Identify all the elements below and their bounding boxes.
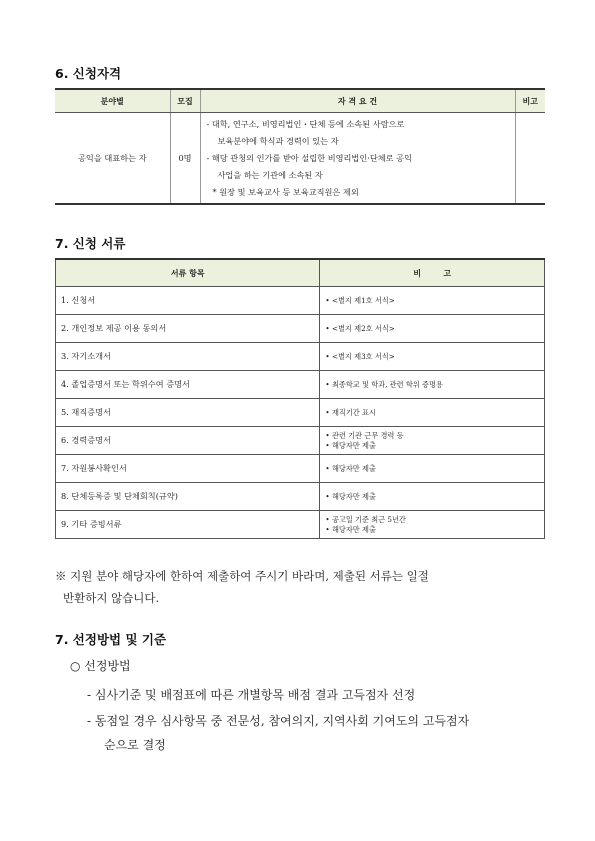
notice-line: ※ 지원 분야 해당자에 한하여 제출하여 주시기 바라며, 제출된 서류는 일절 <box>55 569 429 583</box>
requirements-cell <box>200 113 515 205</box>
documents-table <box>55 258 545 539</box>
header-count: 모집 <box>170 89 200 113</box>
document-note-line: • 해당자만 제출 <box>325 524 376 534</box>
document-note-line: • 최종학교 및 학과, 관련 학위 증명용 <box>325 379 443 389</box>
document-note <box>320 483 545 511</box>
selection-criteria-item: - 심사기준 및 배점표에 따른 개별항목 배점 결과 고득점자 선정 <box>87 688 416 702</box>
requirement-line: * 원장 및 보육교사 등 보육교직원은 제외 <box>212 186 359 197</box>
document-note-line: • 해당자만 제출 <box>325 463 376 473</box>
document-note <box>320 343 545 371</box>
document-row <box>56 399 545 427</box>
document-row <box>56 315 545 343</box>
document-item: 2. 개인정보 제공 이용 동의서 <box>56 315 320 343</box>
document-note <box>320 427 545 455</box>
document-row <box>56 287 545 315</box>
document-note <box>320 511 545 539</box>
document-item: 7. 자원봉사확인서 <box>56 455 320 483</box>
requirement-line: - 해당 관청의 인가를 받아 설립한 비영리법인·단체로 공익 <box>206 152 412 163</box>
document-note-line: • <별지 제1호 서식> <box>325 295 395 305</box>
document-note <box>320 399 545 427</box>
section-7-title: 7. 신청 서류 <box>55 236 126 251</box>
document-note <box>320 315 545 343</box>
document-item: 9. 기타 증빙서류 <box>56 511 320 539</box>
qualification-table <box>55 88 545 205</box>
header-document-item: 서류 항목 <box>56 259 320 287</box>
document-item: 3. 자기소개서 <box>56 343 320 371</box>
document-item: 6. 경력증명서 <box>56 427 320 455</box>
requirement-line: - 대학, 연구소, 비영리법인・단체 등에 소속된 사람으로 <box>206 118 405 129</box>
document-row <box>56 343 545 371</box>
document-note-line: • 재직기간 표시 <box>325 407 376 417</box>
header-requirements: 자 격 요 건 <box>200 89 515 113</box>
header-document-note: 비 고 <box>320 259 545 287</box>
tie-break-item <box>87 709 469 757</box>
document-note-line: • <별지 제3호 서식> <box>325 351 395 361</box>
header-field: 분야별 <box>55 89 170 113</box>
document-row <box>56 483 545 511</box>
count-cell: 0명 <box>170 113 200 205</box>
requirement-line: 사업을 하는 기관에 소속된 자 <box>217 169 323 180</box>
qualification-header-row <box>55 89 545 113</box>
document-row <box>56 511 545 539</box>
document-item: 5. 재직증명서 <box>56 399 320 427</box>
document-item: 4. 졸업증명서 또는 학위수여 증명서 <box>56 371 320 399</box>
document-item: 8. 단체등록증 및 단체회칙(규약) <box>56 483 320 511</box>
tie-break-line: - 동점일 경우 심사항목 중 전문성, 참여의지, 지역사회 기여도의 고득점자 <box>87 714 470 728</box>
document-note <box>320 371 545 399</box>
document-item: 1. 신청서 <box>56 287 320 315</box>
document-note-line: • 공고일 기준 최근 5년간 <box>325 514 406 524</box>
document-row <box>56 455 545 483</box>
document-row <box>56 371 545 399</box>
section-6-title: 6. 신청자격 <box>55 66 122 81</box>
document-note-line: • 해당자만 제출 <box>325 491 376 501</box>
documents-header-row <box>56 259 545 287</box>
selection-method-subhead: ○ 선정방법 <box>70 659 131 673</box>
note-cell <box>515 113 545 205</box>
document-note <box>320 455 545 483</box>
document-note-line: • 해당자만 제출 <box>325 440 376 450</box>
qualification-row <box>55 113 545 205</box>
notice-line: 반환하지 않습니다. <box>63 591 160 605</box>
document-note-line: • 관련 기관 근무 경력 등 <box>325 430 404 440</box>
section-8-title: 7. 선정방법 및 기준 <box>55 632 167 647</box>
tie-break-line: 순으로 결정 <box>104 738 166 752</box>
header-note: 비고 <box>515 89 545 113</box>
document-row <box>56 427 545 455</box>
document-note-line: • <별지 제2호 서식> <box>325 323 395 333</box>
documents-notice <box>55 565 555 609</box>
document-note <box>320 287 545 315</box>
requirement-line: 보육분야에 학식과 경력이 있는 자 <box>217 135 339 146</box>
field-cell: 공익을 대표하는 자 <box>55 113 170 205</box>
